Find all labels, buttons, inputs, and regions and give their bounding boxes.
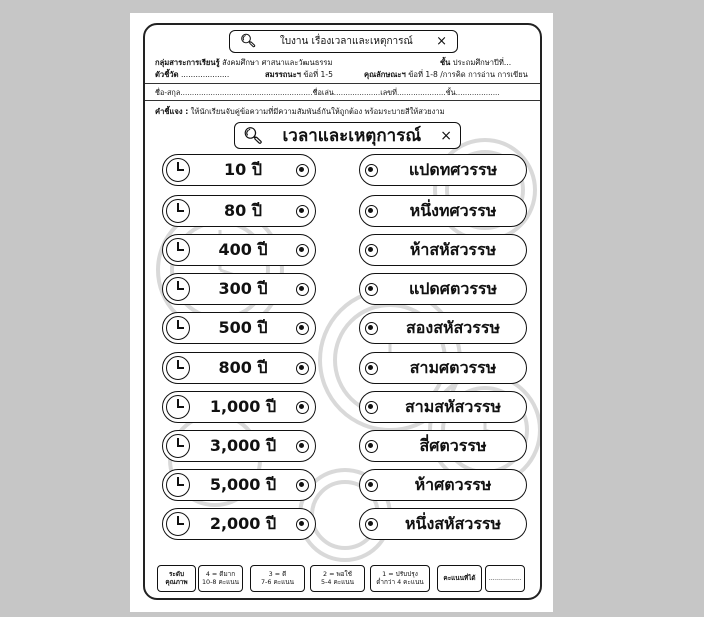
right-match-item[interactable] xyxy=(359,312,527,344)
left-item-label: 400 ปี xyxy=(218,239,268,259)
match-dot[interactable] xyxy=(365,518,378,531)
subject-row xyxy=(155,57,333,69)
clock-icon xyxy=(166,473,190,497)
score-label: คะแนนที่ได้ xyxy=(437,565,482,592)
match-dot[interactable] xyxy=(365,205,378,218)
right-match-item[interactable] xyxy=(359,195,527,227)
left-item-label: 500 ปี xyxy=(218,317,268,337)
right-item-label: แปดศตวรรษ xyxy=(408,278,498,298)
instruction-row xyxy=(155,106,445,118)
clock-icon xyxy=(166,238,190,262)
right-match-item[interactable] xyxy=(359,469,527,501)
right-item-label: สามศตวรรษ xyxy=(409,357,497,377)
name-line: ชื่อ-สกุล.........................................................ชื่อเล่น....................เลขที่.....................ชั้น................... xyxy=(155,88,500,97)
character-label: คุณลักษณะฯ xyxy=(364,70,406,79)
indicator-row xyxy=(155,69,229,81)
quality-level-label: ระดับ คุณภาพ xyxy=(157,565,196,592)
clock-icon xyxy=(166,395,190,419)
left-match-item[interactable] xyxy=(162,508,316,540)
right-match-item[interactable] xyxy=(359,234,527,266)
clock-icon xyxy=(166,199,190,223)
left-match-item[interactable] xyxy=(162,195,316,227)
right-match-item[interactable] xyxy=(359,508,527,540)
clock-icon xyxy=(166,277,190,301)
character-value: ข้อที่ 1-8 /การคิด การอ่าน การเขียน xyxy=(408,70,528,79)
divider xyxy=(145,83,540,84)
search-icon: 🔍︎ xyxy=(243,126,264,145)
left-item-label: 10 ปี xyxy=(224,159,262,179)
group-label: กลุ่มสาระการเรียนรู้ xyxy=(155,58,220,67)
clock-icon xyxy=(166,158,190,182)
right-match-item[interactable] xyxy=(359,352,527,384)
match-dot[interactable] xyxy=(296,518,309,531)
close-icon: × xyxy=(440,127,452,144)
match-dot[interactable] xyxy=(365,244,378,257)
right-item-label: ห้าศตวรรษ xyxy=(414,474,492,494)
indicator-label: ตัวชี้วัด xyxy=(155,70,179,79)
right-match-item[interactable] xyxy=(359,391,527,423)
rubric-level-3: 3 = ดี 7-6 คะแนน xyxy=(250,565,305,592)
class-label: ชั้น xyxy=(440,58,451,67)
left-match-item[interactable] xyxy=(162,391,316,423)
match-dot[interactable] xyxy=(296,401,309,414)
left-item-label: 3,000 ปี xyxy=(209,435,277,455)
title-search-bar xyxy=(229,30,458,53)
right-match-item[interactable] xyxy=(359,154,527,186)
match-dot[interactable] xyxy=(365,283,378,296)
match-dot[interactable] xyxy=(365,479,378,492)
right-item-label: หนึ่งทศวรรษ xyxy=(409,200,497,220)
match-dot[interactable] xyxy=(365,401,378,414)
match-dot[interactable] xyxy=(296,205,309,218)
competency-label: สมรรถนะฯ xyxy=(265,70,301,79)
rubric-level-2: 2 = พอใช้ 5-4 คะแนน xyxy=(310,565,365,592)
right-item-label: สองสหัสวรรษ xyxy=(406,317,500,337)
right-item-label: สี่ศตวรรษ xyxy=(419,435,487,455)
left-item-label: 2,000 ปี xyxy=(209,513,277,533)
class-value: ประถมศึกษาปีที่... xyxy=(452,58,512,67)
divider xyxy=(145,100,540,101)
left-match-item[interactable] xyxy=(162,352,316,384)
match-dot[interactable] xyxy=(296,479,309,492)
class-row xyxy=(440,57,511,69)
match-dot[interactable] xyxy=(296,440,309,453)
right-item-label: ห้าสหัสวรรษ xyxy=(409,239,497,259)
competency-row xyxy=(265,69,333,81)
close-icon: × xyxy=(436,34,447,49)
group-value: สังคมศึกษา ศาสนาและวัฒนธรรม xyxy=(222,58,333,67)
match-dot[interactable] xyxy=(296,164,309,177)
right-match-item[interactable] xyxy=(359,430,527,462)
left-item-label: 5,000 ปี xyxy=(209,474,277,494)
topic-search-bar xyxy=(234,122,461,149)
left-item-label: 1,000 ปี xyxy=(209,396,277,416)
match-dot[interactable] xyxy=(296,362,309,375)
match-dot[interactable] xyxy=(296,322,309,335)
match-dot[interactable] xyxy=(365,322,378,335)
match-dot[interactable] xyxy=(365,164,378,177)
left-match-item[interactable] xyxy=(162,430,316,462)
left-item-label: 80 ปี xyxy=(224,200,262,220)
instruction-label: คำชี้แจง : xyxy=(155,107,189,116)
clock-icon xyxy=(166,512,190,536)
character-row xyxy=(364,69,528,81)
left-match-item[interactable] xyxy=(162,312,316,344)
left-item-label: 800 ปี xyxy=(218,357,268,377)
left-match-item[interactable] xyxy=(162,469,316,501)
topic-title: เวลาและเหตุการณ์ xyxy=(282,126,422,146)
left-match-item[interactable] xyxy=(162,273,316,305)
rubric-level-4: 4 = ดีมาก 10-8 คะแนน xyxy=(198,565,243,592)
right-match-item[interactable] xyxy=(359,273,527,305)
match-dot[interactable] xyxy=(365,440,378,453)
clock-icon xyxy=(166,434,190,458)
competency-value: ข้อที่ 1-5 xyxy=(303,70,333,79)
score-field[interactable]: ................ xyxy=(485,565,525,592)
rubric-level-1: 1 = ปรับปรุง ต่ำกว่า 4 คะแนน xyxy=(370,565,430,592)
left-match-item[interactable] xyxy=(162,154,316,186)
left-item-label: 300 ปี xyxy=(218,278,268,298)
match-dot[interactable] xyxy=(365,362,378,375)
match-dot[interactable] xyxy=(296,244,309,257)
left-match-item[interactable] xyxy=(162,234,316,266)
instruction-text: ให้นักเรียนจับคู่ข้อความที่มีความสัมพันธ์กันให้ถูกต้อง พร้อมระบายสีให้สวยงาม xyxy=(190,107,445,116)
match-dot[interactable] xyxy=(296,283,309,296)
indicator-value: .................... xyxy=(180,70,230,79)
clock-icon xyxy=(166,356,190,380)
clock-icon xyxy=(166,316,190,340)
search-icon: 🔍︎ xyxy=(240,34,257,49)
worksheet-title: ใบงาน เรื่องเวลาและเหตุการณ์ xyxy=(279,36,413,47)
right-item-label: แปดทศวรรษ xyxy=(408,159,498,179)
right-item-label: หนึ่งสหัสวรรษ xyxy=(404,513,502,533)
right-item-label: สามสหัสวรรษ xyxy=(404,396,502,416)
